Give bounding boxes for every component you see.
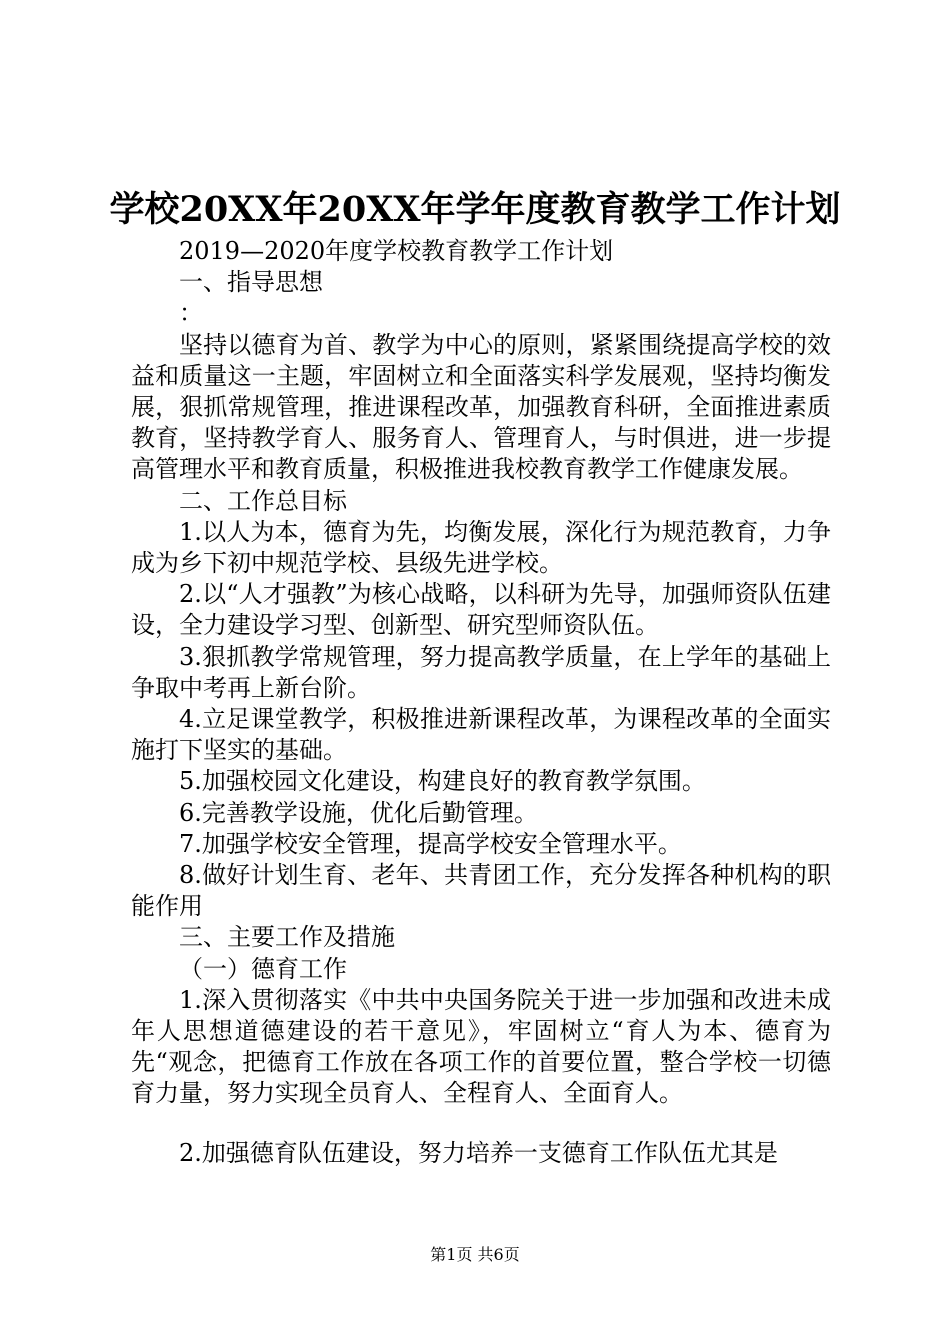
moral-item-2: 2.加强德育队伍建设，努力培养一支德育工作队伍尤其是 xyxy=(179,1138,778,1167)
section-heading-overall-goals: 二、工作总目标 xyxy=(179,486,347,515)
paragraph-gap xyxy=(131,1110,831,1138)
section-heading-guiding-thought: 一、指导思想 xyxy=(179,268,323,297)
goal-item-2: 2.以“人才强教”为核心战略，以科研为先导，加强师资队伍建设，全力建设学习型、创新型、研究型师资队伍。 xyxy=(131,580,831,640)
paragraph-plan-heading: 2019—2020年度学校教育教学工作计划 xyxy=(179,237,614,265)
paragraph-guiding-thought: 坚持以德育为首、教学为中心的原则，紧紧围绕提高学校的效益和质量这一主题，牢固树立和全面落实科学发展观，坚持均衡发展，狠抓常规管理，推进课程改革，加强教育科研，全面推进素质教育，坚持教学育人、服务育人、管理育人，与时俱进，进一步提高管理水平和教育质量，积极推进我校教育教学工作健康发展。 xyxy=(131,330,831,484)
section-heading-main-work: 三、主要工作及措施 xyxy=(179,923,395,952)
goal-item-7: 7.加强学校安全管理，提高学校安全管理水平。 xyxy=(179,829,682,858)
goal-item-4: 4.立足课堂教学，积极推进新课程改革，为课程改革的全面实施打下坚实的基础。 xyxy=(131,705,831,765)
goal-item-5: 5.加强校园文化建设，构建良好的教育教学氛围。 xyxy=(179,767,706,796)
goal-item-6: 6.完善教学设施，优化后勤管理。 xyxy=(179,798,538,827)
moral-item-1: 1.深入贯彻落实《中共中央国务院关于进一步加强和改进未成年人思想道德建设的若干意见》，牢固树立“育人为本、德育为先“观念，把德育工作放在各项工作的首要位置，整合学校一切德育力量，努力实现全员育人、全程育人、全面育人。 xyxy=(131,985,831,1108)
goal-item-1: 1.以人为本，德育为先，均衡发展，深化行为规范教育，力争成为乡下初中规范学校、县级先进学校。 xyxy=(131,517,831,578)
goal-item-3: 3.狠抓教学常规管理，努力提高教学质量，在上学年的基础上争取中考再上新台阶。 xyxy=(131,642,831,702)
goal-item-8: 8.做好计划生育、老年、共青团工作，充分发挥各种机构的职能作用 xyxy=(131,861,831,921)
document-body xyxy=(131,236,831,1169)
document-title: 学校20XX年20XX年学年度教育教学工作计划 xyxy=(109,189,841,230)
page-footer: 第1页 共6页 xyxy=(430,1245,520,1264)
paragraph-colon: ： xyxy=(179,299,203,328)
subsection-heading-moral-education: （一）德育工作 xyxy=(179,954,347,983)
